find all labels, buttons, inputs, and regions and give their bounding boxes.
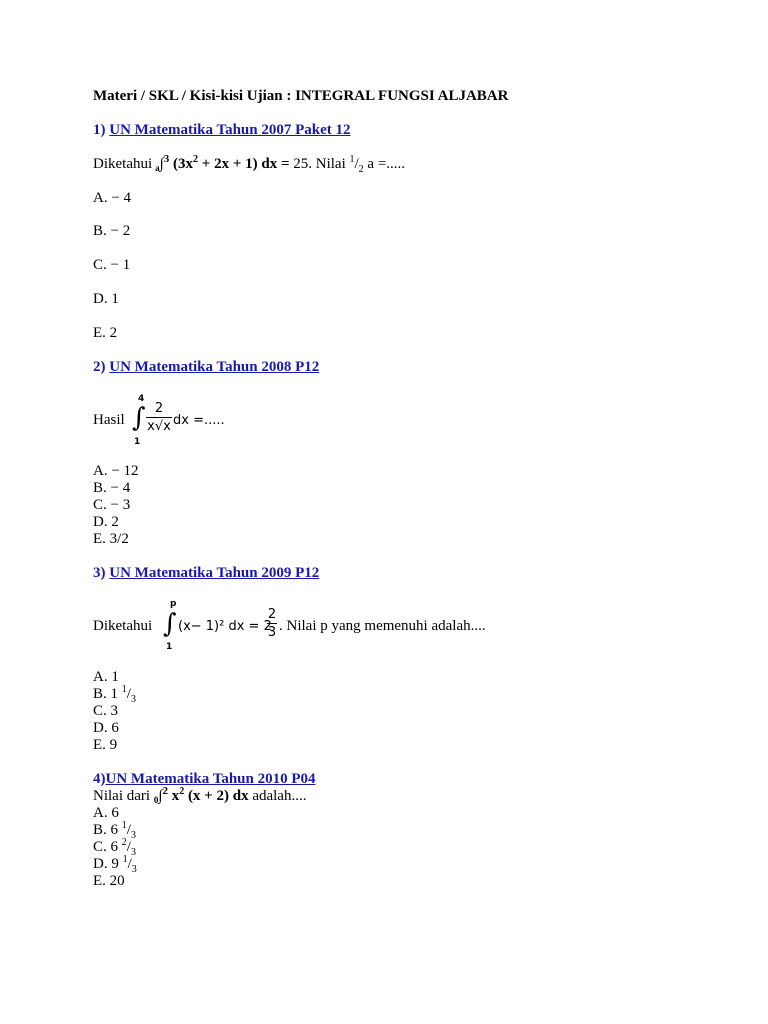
option-d[interactable]: D. 1 — [93, 291, 119, 307]
option-d[interactable]: D. 6 — [93, 720, 119, 736]
integral-sign: ∫ — [158, 788, 163, 804]
question-3-prefix: Diketahui — [93, 618, 153, 634]
integrand-fraction — [146, 402, 172, 433]
question-1-text: Diketahui $_a$∫$^3$ $(3x^2 + 2x + 1)$ dx = 25. Nilai $^1/_2$ a =..... — [93, 153, 406, 175]
question-number: 4) — [93, 771, 106, 787]
question-4-link[interactable]: UN Matematika Tahun 2010 P04 — [105, 771, 316, 787]
question-1-heading — [93, 122, 351, 139]
integral-sign: ∫ — [132, 403, 146, 433]
question-2-prefix: Hasil — [93, 412, 125, 428]
fraction-denominator: 2 — [358, 164, 364, 175]
question-4-text — [93, 785, 307, 809]
option-e[interactable]: E. 3/2 — [93, 531, 129, 547]
integral-lower-limit: 1 — [134, 437, 141, 447]
integral-lower-limit: a — [155, 163, 160, 173]
question-number: 3) — [93, 565, 106, 581]
mixed-number-fraction — [267, 608, 277, 639]
integral-lower-limit: 1 — [166, 642, 173, 652]
integral-upper-limit: p — [170, 599, 177, 609]
fraction-numerator: 2 — [267, 607, 277, 622]
option-a[interactable]: A. 6 — [93, 805, 119, 821]
question-3-suffix: . Nilai p yang memenuhi adalah.... — [279, 618, 486, 634]
question-3-link[interactable]: UN Matematika Tahun 2009 P12 — [109, 565, 320, 581]
option-a[interactable]: A. − 12 — [93, 463, 139, 479]
option-c[interactable]: C. 3 — [93, 703, 119, 719]
integrand: (x− 1)² dx = 2 — [178, 619, 272, 634]
integrand: $(3x^2 + 2x + 1)$ dx = — [173, 154, 290, 172]
integral-upper-limit: 4 — [138, 394, 145, 404]
integral-sign: ∫ — [159, 156, 164, 172]
question-number: 1) — [93, 122, 106, 138]
question-2-suffix: dx =..... — [173, 413, 225, 428]
integral-sign: ∫ — [163, 609, 177, 639]
fraction-numerator: 2 — [154, 401, 164, 416]
option-d[interactable]: D. 9 $^1/_3$ — [93, 854, 137, 875]
option-b[interactable]: B. 6 $^1/_3$ — [93, 820, 136, 841]
option-b[interactable]: B. − 4 — [93, 480, 131, 496]
question-3-heading — [93, 565, 319, 582]
integrand: $x^2$ (x + 2) dx — [167, 786, 249, 804]
option-b[interactable]: B. 1 $^1/_3$ — [93, 684, 136, 705]
integral-lower-limit: 0 — [153, 795, 159, 805]
question-1-link[interactable]: UN Matematika Tahun 2007 Paket 12 — [109, 122, 351, 138]
integral-upper-limit: 3 — [163, 153, 170, 165]
question-prefix: Diketahui — [93, 156, 153, 172]
question-tail: 25. Nilai — [289, 156, 350, 172]
question-2-link[interactable]: UN Matematika Tahun 2008 P12 — [109, 359, 320, 375]
option-c[interactable]: C. − 3 — [93, 497, 131, 513]
option-a[interactable]: A. − 4 — [93, 190, 132, 206]
question-suffix: adalah.... — [248, 788, 307, 804]
fraction-denominator: 3 — [267, 625, 277, 640]
fraction-denominator: x√x — [147, 419, 171, 434]
question-4-heading — [93, 771, 316, 788]
option-c[interactable]: C. 6 $^2/_3$ — [93, 837, 136, 858]
option-d[interactable]: D. 2 — [93, 514, 119, 530]
page-title: Materi / SKL / Kisi-kisi Ujian : INTEGRAL FUNGSI ALJABAR — [93, 88, 509, 104]
option-e[interactable]: E. 20 — [93, 873, 125, 889]
option-a[interactable]: A. 1 — [93, 669, 119, 685]
option-b[interactable]: B. − 2 — [93, 223, 131, 239]
integral-upper-limit: 2 — [162, 785, 168, 797]
question-2-heading — [93, 359, 319, 376]
option-c[interactable]: C. − 1 — [93, 257, 131, 273]
question-tail-2: a =..... — [363, 156, 406, 172]
fraction-numerator: 1 — [349, 154, 355, 165]
option-e[interactable]: E. 9 — [93, 737, 118, 753]
option-e[interactable]: E. 2 — [93, 325, 118, 341]
question-number: 2) — [93, 359, 106, 375]
question-prefix: Nilai dari — [93, 788, 154, 804]
